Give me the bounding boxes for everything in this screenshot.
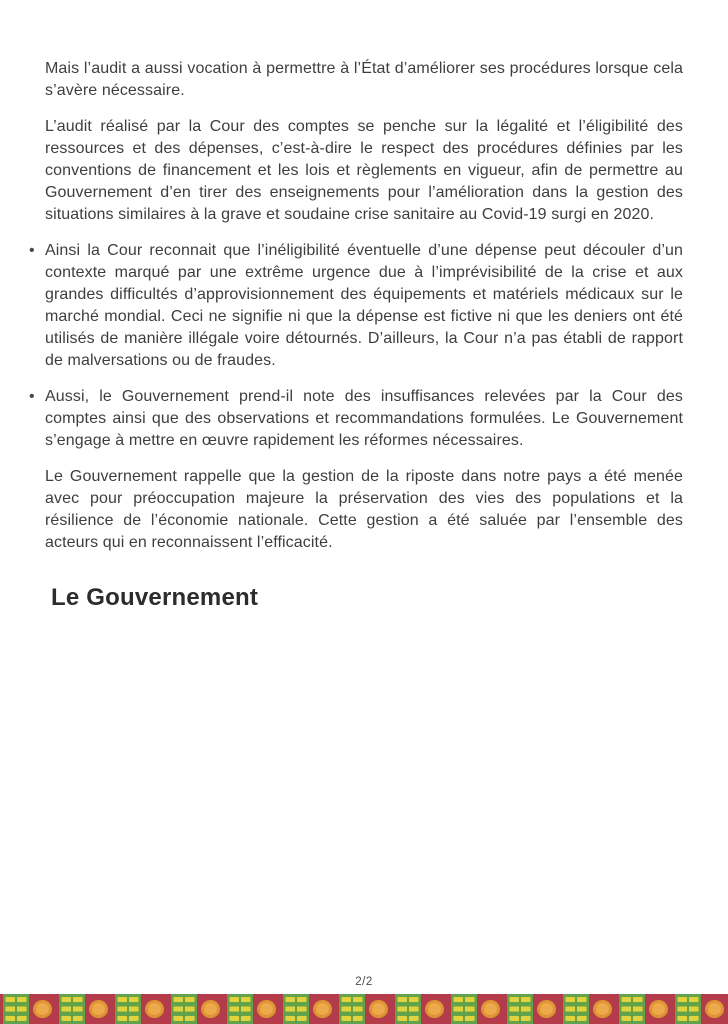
document-content bbox=[29, 58, 683, 612]
paragraph-text: Le Gouvernement rappelle que la gestion de la riposte dans notre pays a été menée avec pour préoccupation majeure la préservation des vies des populations et la résilience de l’économie nationale. Cette gestion a été saluée par l’ensemble des acteurs qui en reconnaissent l’efficacité. bbox=[45, 468, 683, 551]
kente-border-fill bbox=[0, 994, 728, 1024]
paragraph bbox=[45, 116, 683, 226]
paragraph-bulleted bbox=[29, 240, 683, 372]
page-number: 2/2 bbox=[355, 976, 373, 988]
kente-border-pattern bbox=[0, 994, 728, 1024]
paragraph-text: L’audit réalisé par la Cour des comptes se penche sur la légalité et l’éligibilité des ressources et des dépenses, c’est-à-dire le respect des procédures définies par les conventions de financement et les lois et règlements en vigueur, afin de permettre au Gouvernement d’en tirer des enseignements pour l’amélioration dans la gestion des situations similaires à la grave et soudaine crise sanitaire au Covid-19 surgi en 2020. bbox=[45, 118, 683, 223]
paragraph bbox=[45, 58, 683, 102]
bullet-icon: • bbox=[29, 242, 35, 259]
paragraph-text: Ainsi la Cour reconnait que l’inéligibilité éventuelle d’une dépense peut découler d’un contexte marqué par une extrême urgence due à l’imprévisibilité de la crise et aux grandes difficultés d’approvisionnement des équipements et matériels médicaux sur le marché mondial. Ceci ne signifie ni que la dépense est fictive ni que les deniers ont été utilisés de manière illégale voire détournés. D’ailleurs, la Cour n’a pas établi de rapport de malversations ou de fraudes. bbox=[45, 242, 683, 369]
paragraph-text: Mais l’audit a aussi vocation à permettre à l’État d’améliorer ses procédures lorsque cela s’avère nécessaire. bbox=[45, 60, 683, 99]
bullet-icon: • bbox=[29, 388, 35, 405]
paragraph-bulleted bbox=[29, 386, 683, 452]
paragraph bbox=[45, 466, 683, 554]
signature-heading: Le Gouvernement bbox=[51, 584, 259, 611]
paragraph-text: Aussi, le Gouvernement prend-il note des insuffisances relevées par la Cour des comptes ainsi que des observations et recommandations formulées. Le Gouvernement s’engage à mettre en œuvre rapidement les réformes nécessaires. bbox=[45, 388, 683, 449]
